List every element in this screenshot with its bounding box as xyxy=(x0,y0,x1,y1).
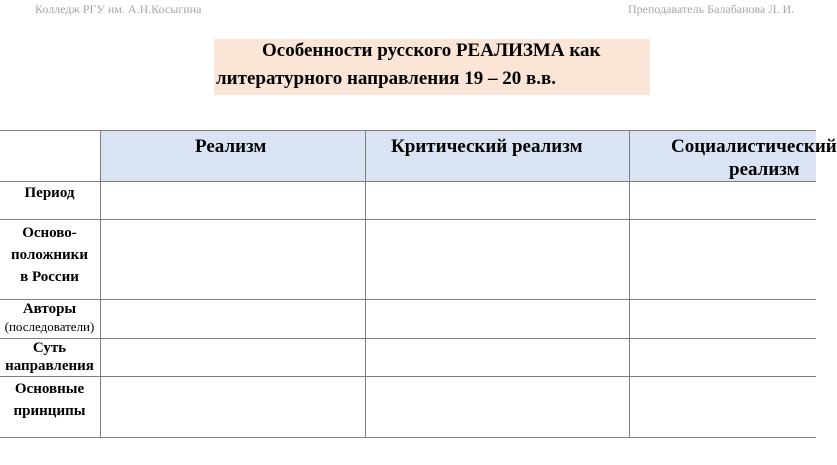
row-divider xyxy=(0,181,816,182)
title-line-1: Особенности русского РЕАЛИЗМА как xyxy=(262,40,601,61)
row-label-essence-line2: направления xyxy=(5,358,94,374)
row-label-period: Период xyxy=(24,185,75,201)
col-header-socialist-line1: Социалистический xyxy=(671,136,837,157)
row-label-authors-sub: (последователи) xyxy=(4,319,95,334)
header-teacher: Преподаватель Балабанова Л. И. xyxy=(628,2,795,16)
table-border-bottom xyxy=(0,437,816,438)
col-header-socialist-line2: реализм xyxy=(729,159,800,180)
row-divider xyxy=(0,376,816,377)
row-label-founders xyxy=(0,222,99,288)
col-header-realism: Реализм xyxy=(195,136,267,157)
table-border-top xyxy=(0,130,816,131)
row-divider xyxy=(0,219,816,220)
col-divider xyxy=(100,130,101,438)
row-label-authors-main: Авторы xyxy=(22,301,77,317)
row-label-founders-line1: Осново- xyxy=(22,225,77,241)
col-header-critical-realism: Критический реализм xyxy=(391,136,583,157)
header-college: Колледж РГУ им. А.Н.Косыгина xyxy=(35,2,202,16)
row-label-essence xyxy=(0,339,99,375)
col-divider xyxy=(629,130,630,438)
row-label-principles xyxy=(0,378,99,422)
row-label-essence-line1: Суть xyxy=(32,340,67,356)
row-label-principles-line1: Основные xyxy=(14,381,85,397)
row-label-authors xyxy=(0,300,99,336)
row-divider xyxy=(0,338,816,339)
row-divider xyxy=(0,299,816,300)
row-label-principles-line2: принципы xyxy=(13,403,86,419)
row-label-founders-line2: положники xyxy=(11,247,88,263)
row-label-founders-line3: в России xyxy=(20,269,79,285)
col-divider xyxy=(365,130,366,438)
title-line-2: литературного направления 19 – 20 в.в. xyxy=(216,68,556,89)
